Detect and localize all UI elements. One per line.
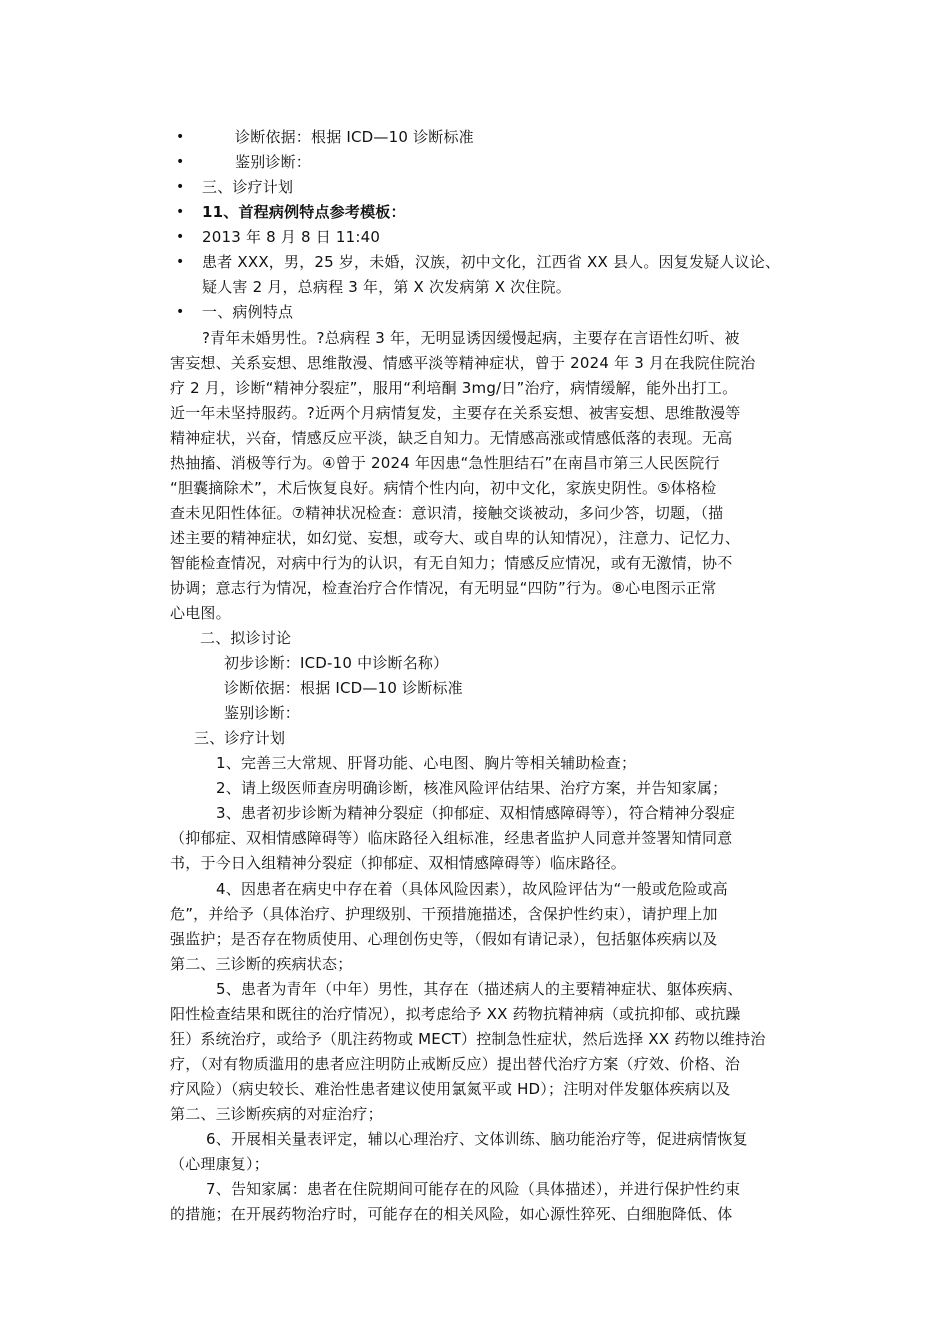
body-line: 疗风险）（病史较长、难治性患者建议使用氯氮平或 HD）；注明对伴发躯体疾病以及 bbox=[170, 1080, 731, 1098]
section-heading: 11、首程病例特点参考模板： bbox=[202, 203, 406, 221]
bullet-text: 诊断依据：根据 ICD—10 诊断标准 bbox=[235, 128, 474, 146]
body-line: 疗 2 月，诊断“精神分裂症”，服用“利培酮 3mg/日”治疗，病情缓解，能外出打工。 bbox=[170, 379, 738, 397]
body-line: 协调；意志行为情况，检查治疗合作情况，有无明显“四防”行为。⑧心电图示正常 bbox=[170, 579, 717, 597]
bullet: • bbox=[176, 229, 185, 245]
body-line: 强监护；是否存在物质使用、心理创伤史等，（假如有请记录），包括躯体疾病以及 bbox=[170, 930, 718, 948]
bullet-text-continued: 疑人害 2 月，总病程 3 年，第 X 次发病第 X 次住院。 bbox=[202, 278, 571, 296]
section-heading: 三、诊疗计划 bbox=[194, 729, 286, 747]
plan-item: 1、完善三大常规、肝肾功能、心电图、胸片等相关辅助检查； bbox=[216, 754, 637, 772]
date-time: 2013 年 8 月 8 日 11:40 bbox=[202, 228, 381, 246]
body-line: 第二、三诊断疾病的对症治疗； bbox=[170, 1105, 383, 1123]
body-line: 书，于今日入组精神分裂症（抑郁症、双相情感障碍等）临床路径。 bbox=[170, 854, 627, 872]
body-line: 近一年未坚持服药。?近两个月病情复发，主要存在关系妄想、被害妄想、思维散漫等 bbox=[170, 404, 741, 422]
body-line: 述主要的精神症状，如幻觉、妄想，或夸大、或自卑的认知情况），注意力、记忆力、 bbox=[170, 529, 741, 547]
body-line: 查未见阳性体征。⑦精神状况检查：意识清，接触交谈被动，多问少答，切题，（描 bbox=[170, 504, 724, 522]
body-line: 的措施；在开展药物治疗时，可能存在的相关风险，如心源性猝死、白细胞降低、体 bbox=[170, 1205, 733, 1223]
body-line: 诊断依据：根据 ICD—10 诊断标准 bbox=[224, 679, 463, 697]
plan-item: 6、开展相关量表评定，辅以心理治疗、文体训练、脑功能治疗等，促进病情恢复 bbox=[206, 1130, 748, 1148]
bullet-text: 一、病例特点 bbox=[202, 303, 294, 321]
body-line: 鉴别诊断： bbox=[224, 704, 301, 722]
bullet-text: 鉴别诊断： bbox=[235, 153, 312, 171]
plan-item: 4、因患者在病史中存在着（具体风险因素），故风险评估为“一般或危险或高 bbox=[216, 880, 728, 898]
body-line: （抑郁症、双相情感障碍等）临床路径入组标准，经患者监护人同意并签署知情同意 bbox=[170, 829, 733, 847]
plan-item: 5、患者为青年（中年）男性，其存在（描述病人的主要精神症状、躯体疾病、 bbox=[216, 980, 743, 998]
body-line: 初步诊断：ICD-10 中诊断名称） bbox=[224, 654, 449, 672]
body-line: 害妄想、关系妄想、思维散漫、情感平淡等精神症状，曾于 2024 年 3 月在我院住院治 bbox=[170, 354, 756, 372]
body-line: 狂）系统治疗，或给予（肌注药物或 MECT）控制急性症状，然后选择 XX 药物以维持治 bbox=[170, 1030, 766, 1048]
body-line: 心电图。 bbox=[170, 604, 231, 622]
body-line: “胆囊摘除术”，术后恢复良好。病情个性内向，初中文化，家族史阴性。⑤体格检 bbox=[170, 479, 717, 497]
bullet: • bbox=[176, 204, 185, 220]
body-line: 第二、三诊断的疾病状态； bbox=[170, 955, 353, 973]
body-line: 阳性检查结果和既往的治疗情况），拟考虑给予 XX 药物抗精神病（或抗抑郁、或抗躁 bbox=[170, 1005, 741, 1023]
bullet-text: 患者 XXX，男，25 岁，未婚，汉族，初中文化，江西省 XX 县人。因复发疑人议论、 bbox=[202, 253, 781, 271]
body-line: 精神症状，兴奋，情感反应平淡，缺乏自知力。无情感高涨或情感低落的表现。无高 bbox=[170, 429, 733, 447]
body-line: （心理康复）； bbox=[170, 1155, 269, 1173]
plan-item: 3、患者初步诊断为精神分裂症（抑郁症、双相情感障碍等），符合精神分裂症 bbox=[216, 804, 736, 822]
plan-item: 2、请上级医师查房明确诊断，核准风险评估结果、治疗方案，并告知家属； bbox=[216, 779, 728, 797]
body-line: 疗，（对有物质滥用的患者应注明防止戒断反应）提出替代治疗方案（疗效、价格、治 bbox=[170, 1055, 741, 1073]
bullet: • bbox=[176, 254, 185, 270]
body-line: 热抽搐、消极等行为。④曾于 2024 年因患“急性胆结石”在南昌市第三人民医院行 bbox=[170, 454, 720, 472]
body-line: 危”，并给予（具体治疗、护理级别、干预措施描述，含保护性约束），请护理上加 bbox=[170, 905, 718, 923]
bullet-text: 三、诊疗计划 bbox=[202, 178, 294, 196]
section-heading: 二、拟诊讨论 bbox=[200, 629, 292, 647]
bullet: • bbox=[176, 304, 185, 320]
bullet: • bbox=[176, 179, 185, 195]
bullet: • bbox=[176, 154, 185, 170]
bullet: • bbox=[176, 129, 185, 145]
body-line: 智能检查情况，对病中行为的认识，有无自知力；情感反应情况，或有无激情，协不 bbox=[170, 554, 733, 572]
plan-item: 7、告知家属：患者在住院期间可能存在的风险（具体描述），并进行保护性约束 bbox=[206, 1180, 741, 1198]
body-line: ?青年未婚男性。?总病程 3 年，无明显诱因缓慢起病，主要存在言语性幻听、被 bbox=[202, 329, 740, 347]
